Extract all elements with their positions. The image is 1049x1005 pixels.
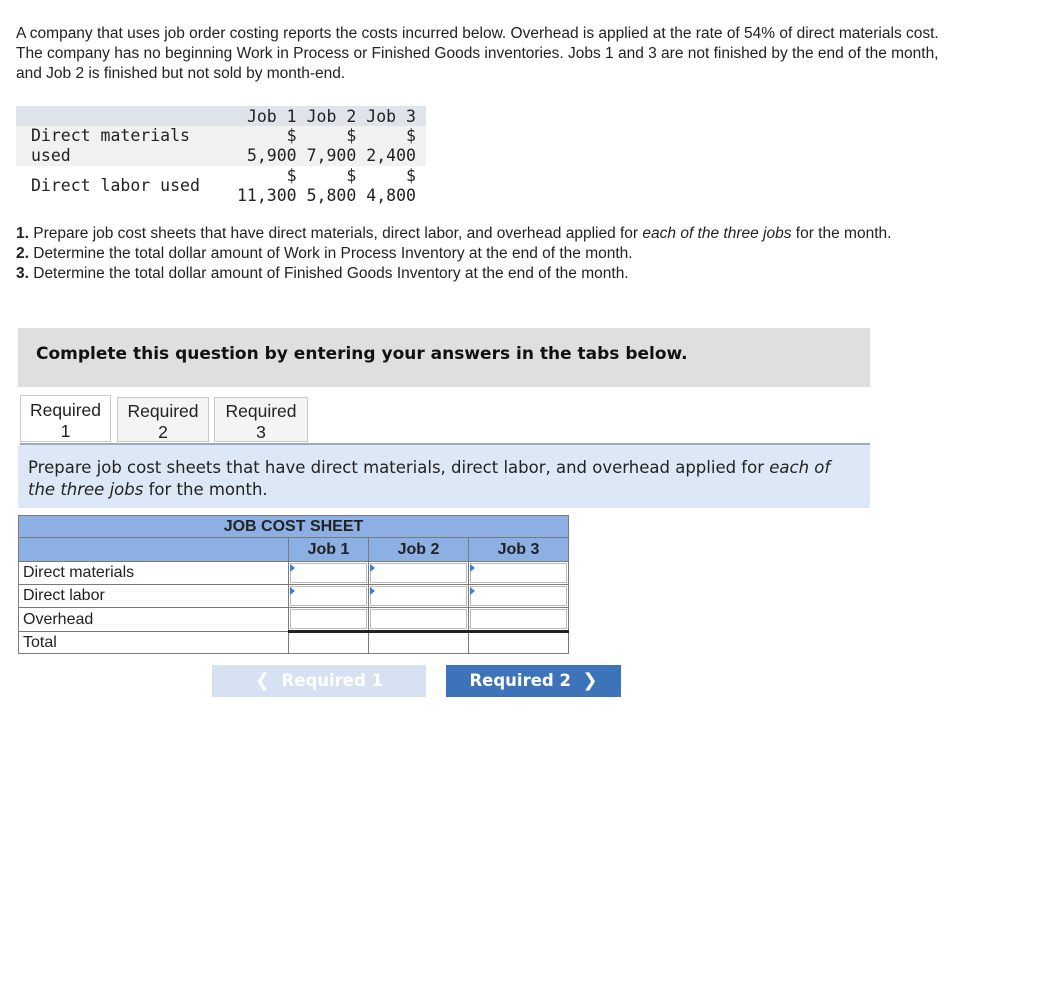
given-value-job3: $ 2,400 — [366, 126, 426, 166]
chevron-left-icon: ❮ — [254, 670, 271, 691]
requirements-list — [16, 224, 936, 284]
sheet-header-blank — [19, 538, 289, 562]
given-value-job1: $ 5,900 — [237, 126, 307, 166]
cell-job1-overhead — [289, 608, 369, 632]
input-flag-icon — [370, 564, 375, 572]
tab-instruction-text: Prepare job cost sheets that have direct materials, direct labor, and overhead applied for each of the three jobs for the month. — [28, 458, 831, 499]
tab-required-2[interactable]: Required 2 — [117, 397, 209, 442]
total-job2 — [369, 632, 469, 654]
sheet-row-label: Overhead — [19, 608, 289, 632]
problem-intro: A company that uses job order costing reports the costs incurred below. Overhead is applied at the rate of 54% of direct materials cost. The company has no beginning Work in Process or Finished Goods inventories. Jobs 1 and 3 are not finished by the end of the month, and Job 2 is finished but not sold by month-end. — [16, 25, 939, 82]
cell-job2-overhead — [369, 608, 469, 632]
instructions-banner — [18, 328, 870, 387]
sheet-row-label: Direct materials — [19, 562, 289, 585]
cell-job3-direct-materials — [469, 562, 569, 585]
sheet-header-job3: Job 3 — [469, 538, 569, 562]
sheet-row-label: Direct labor — [19, 585, 289, 608]
requirement-1: 1. Prepare job cost sheets that have direct materials, direct labor, and overhead applied for each of the three jobs for the month. — [16, 225, 892, 242]
given-cost-table — [16, 106, 426, 206]
cell-job2-direct-materials — [369, 562, 469, 585]
input-flag-icon — [290, 564, 295, 572]
cell-job2-direct-labor — [369, 585, 469, 608]
input-job1-overhead[interactable] — [290, 609, 367, 629]
input-job3-overhead[interactable] — [470, 609, 567, 629]
sheet-header-job1: Job 1 — [289, 538, 369, 562]
given-value-job1: $ 11,300 — [237, 166, 307, 206]
input-flag-icon — [290, 587, 295, 595]
tab-required-3[interactable]: Required 3 — [214, 397, 308, 442]
cell-job3-overhead — [469, 608, 569, 632]
total-job3 — [469, 632, 569, 654]
given-header-job3: Job 3 — [366, 106, 426, 126]
requirement-3: 3. Determine the total dollar amount of Finished Goods Inventory at the end of the month. — [16, 265, 629, 282]
sheet-header-job2: Job 2 — [369, 538, 469, 562]
input-job2-overhead[interactable] — [370, 609, 467, 629]
input-flag-icon — [370, 587, 375, 595]
input-job1-direct-labor[interactable] — [290, 586, 367, 606]
given-header-job2: Job 2 — [307, 106, 367, 126]
input-job2-direct-materials[interactable] — [370, 563, 467, 583]
total-job1 — [289, 632, 369, 654]
tab-required-1[interactable]: Required 1 — [20, 395, 111, 442]
sheet-title-row — [19, 516, 569, 538]
input-job1-direct-materials[interactable] — [290, 563, 367, 583]
given-row-label: Direct labor used — [16, 166, 237, 206]
sheet-row-label: Total — [19, 632, 289, 654]
sheet-row-total — [19, 632, 569, 654]
given-header-job1: Job 1 — [237, 106, 307, 126]
sheet-row-overhead — [19, 608, 569, 632]
tab-instruction-panel — [18, 445, 870, 508]
input-job2-direct-labor[interactable] — [370, 586, 467, 606]
sheet-title: JOB COST SHEET — [19, 516, 569, 538]
cell-job1-direct-materials — [289, 562, 369, 585]
chevron-right-icon: ❯ — [582, 670, 598, 691]
previous-tab-button[interactable]: ❮ Required 1 — [212, 665, 426, 697]
input-flag-icon — [470, 587, 475, 595]
cell-job1-direct-labor — [289, 585, 369, 608]
given-value-job2: $ 5,800 — [307, 166, 367, 206]
job-cost-sheet — [18, 515, 569, 654]
cell-job3-direct-labor — [469, 585, 569, 608]
given-row-labor — [16, 166, 426, 206]
input-job3-direct-labor[interactable] — [470, 586, 567, 606]
given-value-job3: $ 4,800 — [366, 166, 426, 206]
sheet-row-direct-materials — [19, 562, 569, 585]
input-job3-direct-materials[interactable] — [470, 563, 567, 583]
given-header-blank — [16, 106, 237, 126]
given-value-job2: $ 7,900 — [307, 126, 367, 166]
sheet-row-direct-labor — [19, 585, 569, 608]
banner-text: Complete this question by entering your answers in the tabs below. — [36, 344, 688, 364]
given-row-materials — [16, 126, 426, 166]
next-tab-button[interactable]: Required 2 ❯ — [446, 665, 621, 697]
given-row-label: Direct materials used — [16, 126, 237, 166]
sheet-header-row — [19, 538, 569, 562]
input-flag-icon — [470, 564, 475, 572]
requirement-2: 2. Determine the total dollar amount of Work in Process Inventory at the end of the month. — [16, 245, 633, 262]
